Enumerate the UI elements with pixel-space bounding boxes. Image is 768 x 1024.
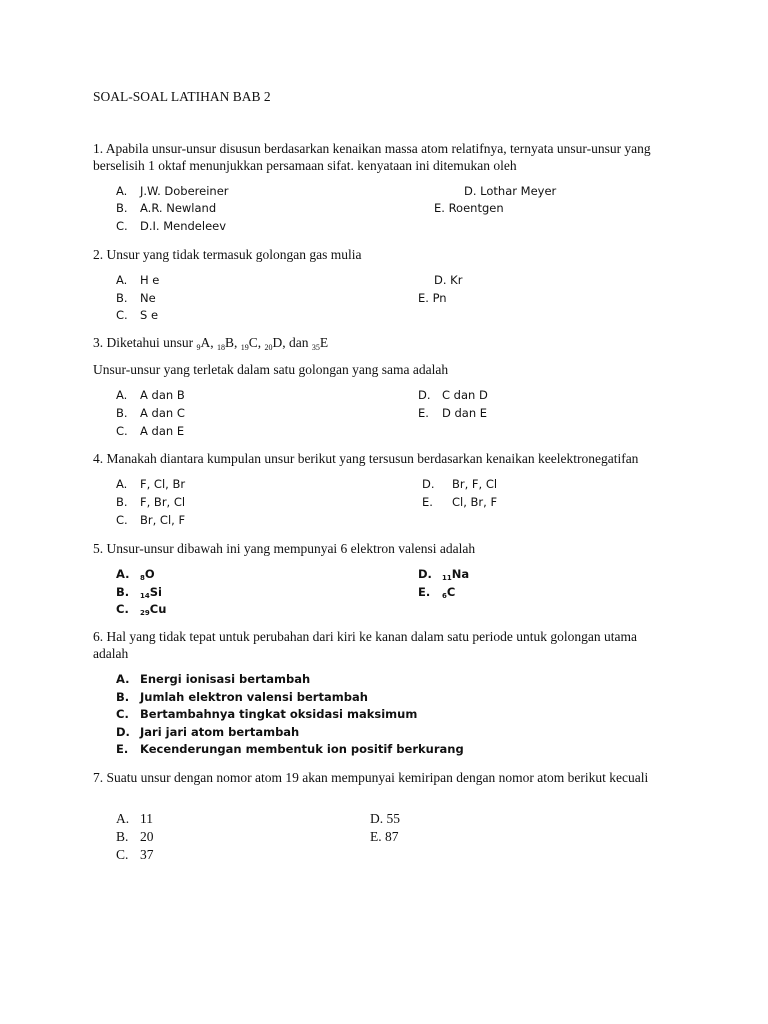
q6-option-a: A. Energi ionisasi bertambah (116, 672, 311, 686)
q2-option-d: D. Kr (434, 273, 463, 287)
q1-option-a: A. J.W. Dobereiner (116, 184, 229, 198)
q2-option-a: A. H e (116, 273, 160, 287)
q7-option-d: D. 55 (370, 811, 400, 826)
q3-option-d: D. C dan D (418, 388, 488, 402)
q6-option-b: B. Jumlah elektron valensi bertambah (116, 690, 368, 704)
question-2-text: 2. Unsur yang tidak termasuk golongan gas mulia (93, 247, 362, 262)
page-title: SOAL-SOAL LATIHAN BAB 2 (93, 89, 271, 104)
q3-option-b: B. A dan C (116, 406, 185, 420)
q6-option-c: C. Bertambahnya tingkat oksidasi maksimum (116, 707, 418, 721)
q7-option-a: A. 11 (116, 811, 153, 826)
question-7-text: 7. Suatu unsur dengan nomor atom 19 akan mempunyai kemiripan dengan nomor atom berikut kecuali (93, 770, 649, 785)
q4-option-a: A. F, Cl, Br (116, 477, 186, 491)
q2-option-b: B. Ne (116, 291, 156, 305)
q6-option-d: D. Jari jari atom bertambah (116, 725, 300, 739)
q2-option-c: C. S e (116, 308, 159, 322)
question-6-text: 6. Hal yang tidak tepat untuk perubahan dari kiri ke kanan dalam satu periode untuk golongan utama adalah (93, 629, 637, 661)
q5-option-e: E. $_6$C (418, 585, 456, 600)
q1-option-e: E. Roentgen (434, 201, 504, 215)
q7-option-e: E. 87 (370, 829, 399, 844)
q4-option-e: E. Cl, Br, F (422, 495, 498, 509)
q3-option-e: E. D dan E (418, 406, 488, 420)
q3-option-c: C. A dan E (116, 424, 185, 438)
q6-option-e: E. Kecenderungan membentuk ion positif berkurang (116, 742, 464, 756)
q4-option-d: D. Br, F, Cl (422, 477, 498, 491)
q5-option-c: C. $_{29}$Cu (116, 602, 167, 617)
question-1-text: 1. Apabila unsur-unsur disusun berdasarkan kenaikan massa atom relatifnya, ternyata unsur-unsur yang berselisih 1 oktaf menunjukkan persamaan sifat. kenyataan ini ditemukan oleh (93, 141, 651, 173)
q1-option-b: B. A.R. Newland (116, 201, 217, 215)
q5-option-b: B. $_{14}$Si (116, 585, 162, 600)
q1-option-c: C. D.I. Mendeleev (116, 219, 227, 233)
q4-option-c: C. Br, Cl, F (116, 513, 186, 527)
question-5-text: 5. Unsur-unsur dibawah ini yang mempunyai 6 elektron valensi adalah (93, 541, 476, 556)
q7-option-b: B. 20 (116, 829, 154, 844)
q7-option-c: C. 37 (116, 847, 154, 862)
question-4-text: 4. Manakah diantara kumpulan unsur berikut yang tersusun berdasarkan kenaikan keelektronegatifan (93, 451, 639, 466)
q4-option-b: B. F, Br, Cl (116, 495, 186, 509)
q2-option-e: E. Pn (418, 291, 447, 305)
question-3-text: 3. Diketahui unsur $_9$A, $_{18}$B, $_{19}$C, $_{20}$D, dan $_{35}$E (93, 335, 329, 352)
q3-option-a: A. A dan B (116, 388, 185, 402)
q1-option-d: D. Lothar Meyer (464, 184, 557, 198)
question-3-subtext: Unsur-unsur yang terletak dalam satu golongan yang sama adalah (93, 362, 449, 377)
q5-option-d: D. $_{11}$Na (418, 567, 470, 582)
q5-option-a: A. $_8$O (116, 567, 155, 582)
